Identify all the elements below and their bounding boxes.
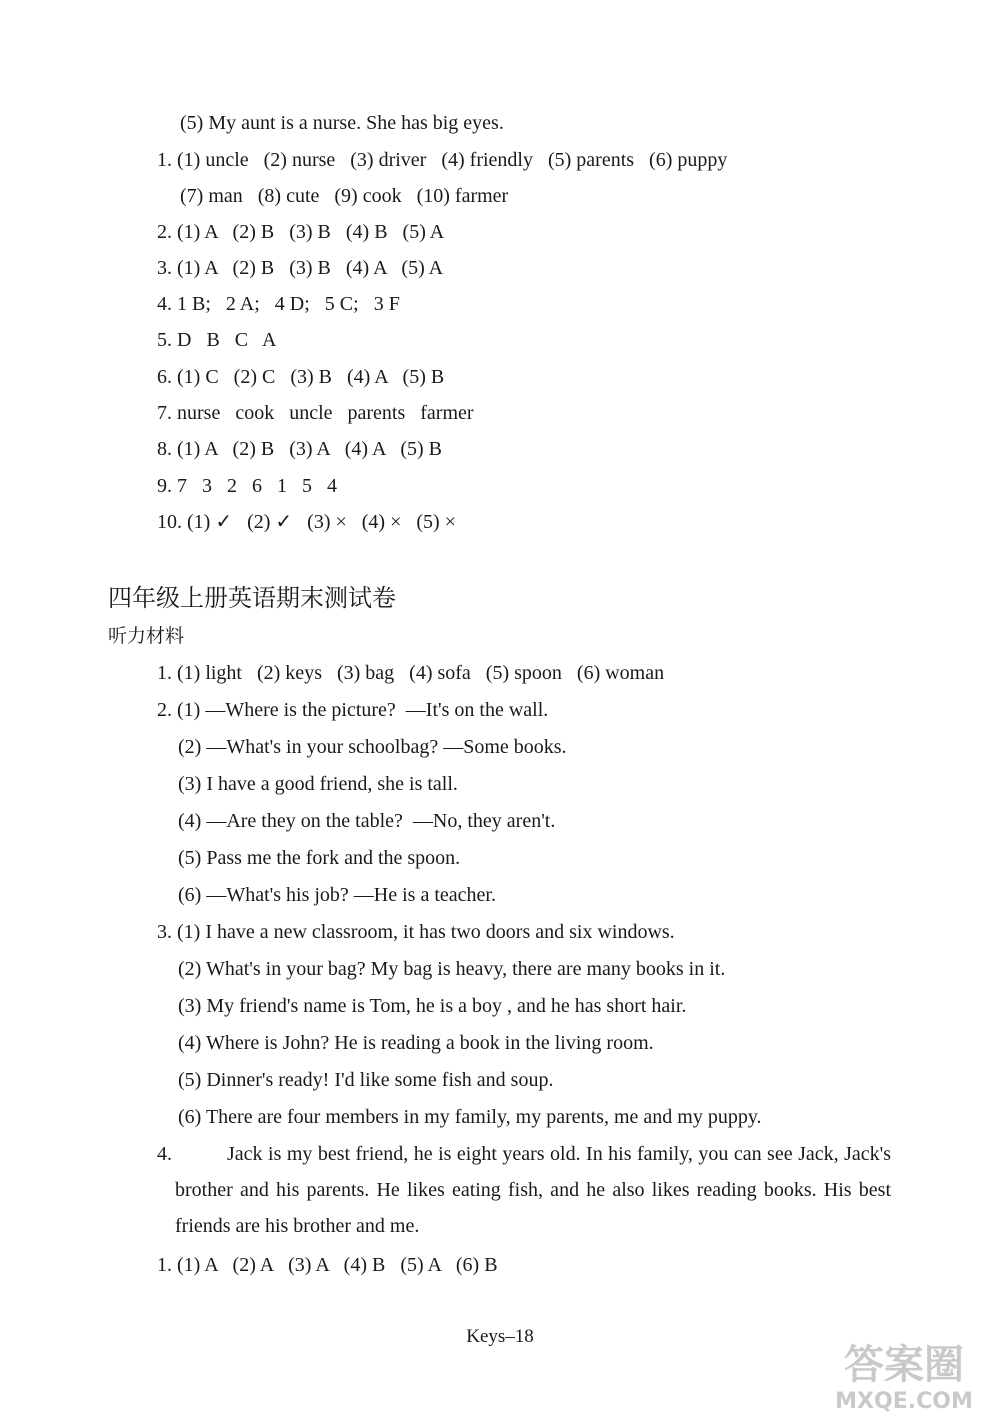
section-subtitle: 听力材料: [108, 625, 185, 647]
svg-text:答案圈: 答案圈: [844, 1342, 964, 1388]
answer-line: (2) —What's in your schoolbag? —Some books.: [178, 736, 567, 758]
passage-paragraph: Jack is my best friend, he is eight years old. In his family, you can see Jack, Jack's brother and his parents. He likes eating fish, and he also likes reading books. His best friends are his brother and me.: [175, 1143, 891, 1237]
answer-line: (6) —What's his job? —He is a teacher.: [178, 884, 496, 906]
section-title: 四年级上册英语期末测试卷: [108, 584, 396, 612]
answer-line: 9. 7 3 2 6 1 5 4: [157, 475, 337, 497]
answer-line: 6. (1) C (2) C (3) B (4) A (5) B: [157, 366, 445, 388]
answer-line: 3. (1) I have a new classroom, it has two doors and six windows.: [157, 921, 675, 943]
answer-line: 10. (1) ✓ (2) ✓ (3) × (4) × (5) ×: [157, 511, 456, 533]
answer-line: 2. (1) —Where is the picture? —It's on the wall.: [157, 699, 549, 721]
answer-line: (3) My friend's name is Tom, he is a boy , and he has short hair.: [178, 995, 687, 1017]
answer-line: (4) Where is John? He is reading a book in the living room.: [178, 1032, 654, 1054]
answer-line: 5. D B C A: [157, 329, 277, 351]
answer-line: 4. 1 B; 2 A; 4 D; 5 C; 3 F: [157, 293, 400, 315]
answer-line: (5) My aunt is a nurse. She has big eyes.: [180, 112, 504, 134]
answer-line: 1. (1) uncle (2) nurse (3) driver (4) friendly (5) parents (6) puppy: [157, 149, 728, 171]
svg-text:MXQE.COM: MXQE.COM: [835, 1389, 973, 1414]
answer-line: (4) —Are they on the table? —No, they aren't.: [178, 810, 556, 832]
answer-line: 3. (1) A (2) B (3) B (4) A (5) A: [157, 257, 444, 279]
watermark-logo: [820, 1330, 988, 1414]
answer-line: 8. (1) A (2) B (3) A (4) A (5) B: [157, 438, 442, 460]
page-footer: Keys–18: [466, 1326, 534, 1347]
answer-line: (7) man (8) cute (9) cook (10) farmer: [180, 185, 509, 207]
item-number: 4.: [157, 1143, 172, 1165]
answer-line: (6) There are four members in my family, my parents, me and my puppy.: [178, 1106, 762, 1128]
answer-line: 1. (1) A (2) A (3) A (4) B (5) A (6) B: [157, 1254, 498, 1276]
answer-line: 7. nurse cook uncle parents farmer: [157, 402, 474, 424]
answer-line: (2) What's in your bag? My bag is heavy, there are many books in it.: [178, 958, 726, 980]
answer-line: (5) Pass me the fork and the spoon.: [178, 847, 461, 869]
answer-line: 1. (1) light (2) keys (3) bag (4) sofa (5) spoon (6) woman: [157, 662, 665, 684]
answer-line: (3) I have a good friend, she is tall.: [178, 773, 458, 795]
answer-line: (5) Dinner's ready! I'd like some fish and soup.: [178, 1069, 554, 1091]
answer-line: 2. (1) A (2) B (3) B (4) B (5) A: [157, 221, 445, 243]
